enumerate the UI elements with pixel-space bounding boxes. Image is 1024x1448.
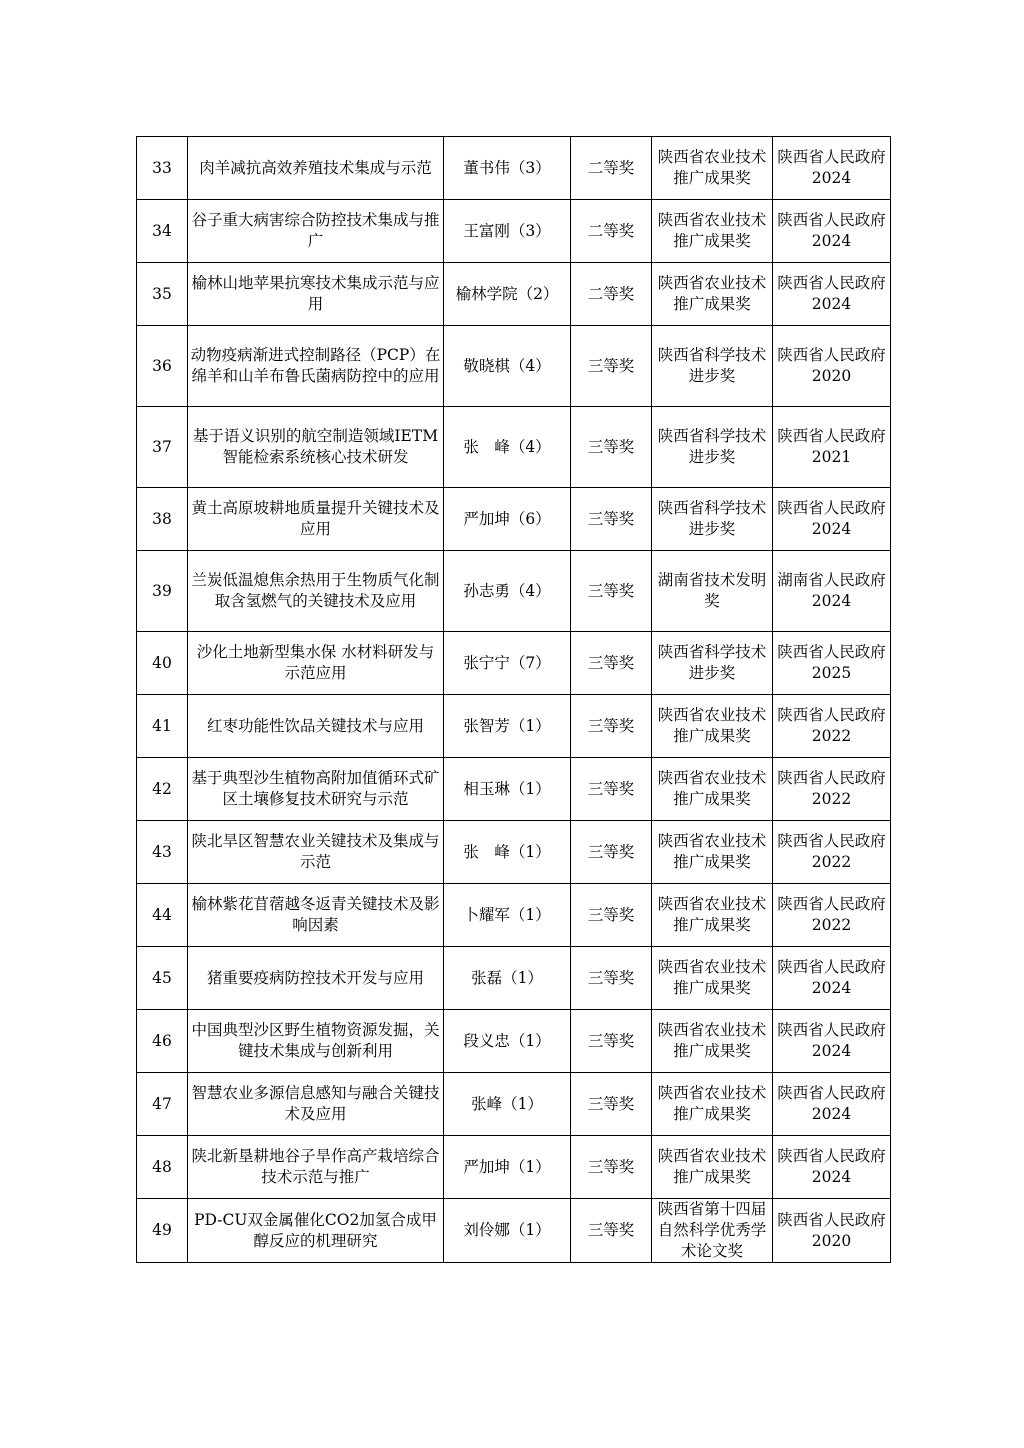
- award-year: 2024: [811, 1042, 852, 1060]
- award-name-cell: 陕西省科学技术进步奖: [652, 488, 773, 551]
- completer-cell: 榆林学院（2）: [444, 263, 571, 326]
- table-row: [137, 200, 891, 263]
- completer-cell: 孙志勇（4）: [444, 551, 571, 632]
- award-level-cell: 三等奖: [571, 407, 652, 488]
- issuer-name: 陕西省人民政府: [777, 1210, 886, 1229]
- issuer-cell: [773, 1136, 891, 1199]
- award-name-cell: 陕西省农业技术推广成果奖: [652, 1010, 773, 1073]
- award-name-cell: 陕西省科学技术进步奖: [652, 407, 773, 488]
- project-name-cell: 红枣功能性饮品关键技术与应用: [188, 695, 444, 758]
- award-level-cell: 二等奖: [571, 137, 652, 200]
- award-name-cell: 湖南省技术发明奖: [652, 551, 773, 632]
- project-name-cell: 沙化土地新型集水保 水材料研发与示范应用: [188, 632, 444, 695]
- table-row: [137, 632, 891, 695]
- table-row: [137, 263, 891, 326]
- project-name-cell: 陕北旱区智慧农业关键技术及集成与示范: [188, 821, 444, 884]
- issuer-cell: [773, 947, 891, 1010]
- issuer-name: 陕西省人民政府: [777, 895, 886, 913]
- row-number-cell: 33: [137, 137, 188, 200]
- project-name-cell: 榆林山地苹果抗寒技术集成示范与应用: [188, 263, 444, 326]
- award-level-cell: 三等奖: [571, 884, 652, 947]
- issuer-name: 陕西省人民政府: [777, 274, 886, 292]
- award-level-cell: 三等奖: [571, 947, 652, 1010]
- table-row: [137, 1136, 891, 1199]
- award-year: 2022: [811, 790, 852, 808]
- issuer-cell: [773, 632, 891, 695]
- row-number-cell: 39: [137, 551, 188, 632]
- award-year: 2022: [811, 853, 852, 871]
- award-name-cell: 陕西省农业技术推广成果奖: [652, 1073, 773, 1136]
- award-year: 2024: [811, 592, 852, 610]
- issuer-name: 陕西省人民政府: [777, 346, 886, 364]
- issuer-name: 湖南省人民政府: [777, 571, 886, 589]
- row-number-cell: 38: [137, 488, 188, 551]
- award-year: 2024: [811, 1168, 852, 1186]
- row-number-cell: 42: [137, 758, 188, 821]
- issuer-cell: [773, 758, 891, 821]
- award-name-cell: 陕西省农业技术推广成果奖: [652, 947, 773, 1010]
- issuer-name: 陕西省人民政府: [777, 769, 886, 787]
- issuer-name: 陕西省人民政府: [777, 427, 886, 445]
- issuer-name: 陕西省人民政府: [777, 499, 886, 517]
- issuer-cell: [773, 551, 891, 632]
- award-name-cell: 陕西省农业技术推广成果奖: [652, 821, 773, 884]
- award-level-cell: 三等奖: [571, 1136, 652, 1199]
- completer-cell: 严加坤（6）: [444, 488, 571, 551]
- award-level-cell: 三等奖: [571, 326, 652, 407]
- row-number-cell: 46: [137, 1010, 188, 1073]
- table-row: [137, 326, 891, 407]
- row-number-cell: 35: [137, 263, 188, 326]
- issuer-cell: [773, 695, 891, 758]
- issuer-cell: [773, 326, 891, 407]
- award-level-cell: 三等奖: [571, 551, 652, 632]
- project-name-cell: 谷子重大病害综合防控技术集成与推广: [188, 200, 444, 263]
- award-level-cell: 三等奖: [571, 1199, 652, 1263]
- row-number-cell: 43: [137, 821, 188, 884]
- completer-cell: 张 峰（1）: [444, 821, 571, 884]
- issuer-cell: [773, 263, 891, 326]
- award-name-cell: 陕西省科学技术进步奖: [652, 326, 773, 407]
- award-name-cell: 陕西省第十四届自然科学优秀学术论文奖: [652, 1199, 773, 1263]
- award-name-cell: 陕西省农业技术推广成果奖: [652, 758, 773, 821]
- award-level-cell: 三等奖: [571, 632, 652, 695]
- issuer-name: 陕西省人民政府: [777, 958, 886, 976]
- project-name-cell: PD-CU双金属催化CO2加氢合成甲醇反应的机理研究: [188, 1199, 444, 1263]
- issuer-name: 陕西省人民政府: [777, 211, 886, 229]
- project-name-cell: 智慧农业多源信息感知与融合关键技术及应用: [188, 1073, 444, 1136]
- issuer-cell: [773, 488, 891, 551]
- row-number-cell: 49: [137, 1199, 188, 1263]
- issuer-cell: [773, 407, 891, 488]
- row-number-cell: 47: [137, 1073, 188, 1136]
- award-year: 2022: [811, 916, 852, 934]
- award-year: 2020: [811, 367, 852, 385]
- completer-cell: 张磊（1）: [444, 947, 571, 1010]
- award-name-cell: 陕西省农业技术推广成果奖: [652, 263, 773, 326]
- issuer-name: 陕西省人民政府: [777, 1084, 886, 1102]
- table-row: [137, 488, 891, 551]
- award-year: 2021: [811, 448, 852, 466]
- project-name-cell: 动物疫病渐进式控制路径（PCP）在绵羊和山羊布鲁氏菌病防控中的应用: [188, 326, 444, 407]
- project-name-cell: 肉羊减抗高效养殖技术集成与示范: [188, 137, 444, 200]
- project-name-cell: 基于语义识别的航空制造领域IETM智能检索系统核心技术研发: [188, 407, 444, 488]
- row-number-cell: 41: [137, 695, 188, 758]
- project-name-cell: 黄土高原坡耕地质量提升关键技术及应用: [188, 488, 444, 551]
- table-row: [137, 695, 891, 758]
- award-name-cell: 陕西省农业技术推广成果奖: [652, 1136, 773, 1199]
- project-name-cell: 中国典型沙区野生植物资源发掘，关键技术集成与创新利用: [188, 1010, 444, 1073]
- award-name-cell: 陕西省农业技术推广成果奖: [652, 884, 773, 947]
- completer-cell: 董书伟（3）: [444, 137, 571, 200]
- table-row: [137, 1199, 891, 1263]
- award-level-cell: 三等奖: [571, 488, 652, 551]
- table-row: [137, 407, 891, 488]
- issuer-cell: [773, 137, 891, 200]
- completer-cell: 王富刚（3）: [444, 200, 571, 263]
- table-row: [137, 947, 891, 1010]
- award-level-cell: 三等奖: [571, 1073, 652, 1136]
- award-level-cell: 三等奖: [571, 821, 652, 884]
- table-row: [137, 758, 891, 821]
- award-year: 2024: [811, 169, 852, 187]
- award-level-cell: 三等奖: [571, 758, 652, 821]
- row-number-cell: 48: [137, 1136, 188, 1199]
- issuer-cell: [773, 1199, 891, 1263]
- completer-cell: 相玉琳（1）: [444, 758, 571, 821]
- issuer-cell: [773, 884, 891, 947]
- completer-cell: 段义忠（1）: [444, 1010, 571, 1073]
- award-year: 2024: [811, 232, 852, 250]
- table-row: [137, 1010, 891, 1073]
- awards-table-body: [137, 137, 891, 1263]
- project-name-cell: 兰炭低温熄焦余热用于生物质气化制取含氢燃气的关键技术及应用: [188, 551, 444, 632]
- completer-cell: 刘伶娜（1）: [444, 1199, 571, 1263]
- row-number-cell: 45: [137, 947, 188, 1010]
- issuer-cell: [773, 821, 891, 884]
- completer-cell: 张峰（1）: [444, 1073, 571, 1136]
- award-year: 2024: [811, 1105, 852, 1123]
- completer-cell: 张智芳（1）: [444, 695, 571, 758]
- table-row: [137, 821, 891, 884]
- table-row: [137, 1073, 891, 1136]
- award-level-cell: 二等奖: [571, 200, 652, 263]
- award-level-cell: 二等奖: [571, 263, 652, 326]
- row-number-cell: 37: [137, 407, 188, 488]
- project-name-cell: 基于典型沙生植物高附加值循环式矿区土壤修复技术研究与示范: [188, 758, 444, 821]
- issuer-cell: [773, 200, 891, 263]
- award-year: 2020: [811, 1231, 852, 1250]
- project-name-cell: 陕北新垦耕地谷子旱作高产栽培综合技术示范与推广: [188, 1136, 444, 1199]
- award-name-cell: 陕西省农业技术推广成果奖: [652, 695, 773, 758]
- awards-table: [136, 136, 891, 1263]
- completer-cell: 严加坤（1）: [444, 1136, 571, 1199]
- completer-cell: 敬晓棋（4）: [444, 326, 571, 407]
- issuer-name: 陕西省人民政府: [777, 148, 886, 166]
- award-year: 2024: [811, 979, 852, 997]
- project-name-cell: 榆林紫花苜蓿越冬返青关键技术及影响因素: [188, 884, 444, 947]
- award-level-cell: 三等奖: [571, 695, 652, 758]
- completer-cell: 卜耀军（1）: [444, 884, 571, 947]
- row-number-cell: 34: [137, 200, 188, 263]
- award-name-cell: 陕西省农业技术推广成果奖: [652, 137, 773, 200]
- award-year: 2024: [811, 520, 852, 538]
- award-year: 2025: [811, 664, 852, 682]
- table-row: [137, 551, 891, 632]
- issuer-name: 陕西省人民政府: [777, 832, 886, 850]
- award-name-cell: 陕西省农业技术推广成果奖: [652, 200, 773, 263]
- project-name-cell: 猪重要疫病防控技术开发与应用: [188, 947, 444, 1010]
- issuer-name: 陕西省人民政府: [777, 1021, 886, 1039]
- issuer-cell: [773, 1073, 891, 1136]
- row-number-cell: 36: [137, 326, 188, 407]
- issuer-name: 陕西省人民政府: [777, 706, 886, 724]
- row-number-cell: 44: [137, 884, 188, 947]
- issuer-name: 陕西省人民政府: [777, 1147, 886, 1165]
- award-year: 2022: [811, 727, 852, 745]
- award-level-cell: 三等奖: [571, 1010, 652, 1073]
- table-row: [137, 137, 891, 200]
- award-year: 2024: [811, 295, 852, 313]
- issuer-cell: [773, 1010, 891, 1073]
- completer-cell: 张 峰（4）: [444, 407, 571, 488]
- table-row: [137, 884, 891, 947]
- award-name-cell: 陕西省科学技术进步奖: [652, 632, 773, 695]
- completer-cell: 张宁宁（7）: [444, 632, 571, 695]
- row-number-cell: 40: [137, 632, 188, 695]
- issuer-name: 陕西省人民政府: [777, 643, 886, 661]
